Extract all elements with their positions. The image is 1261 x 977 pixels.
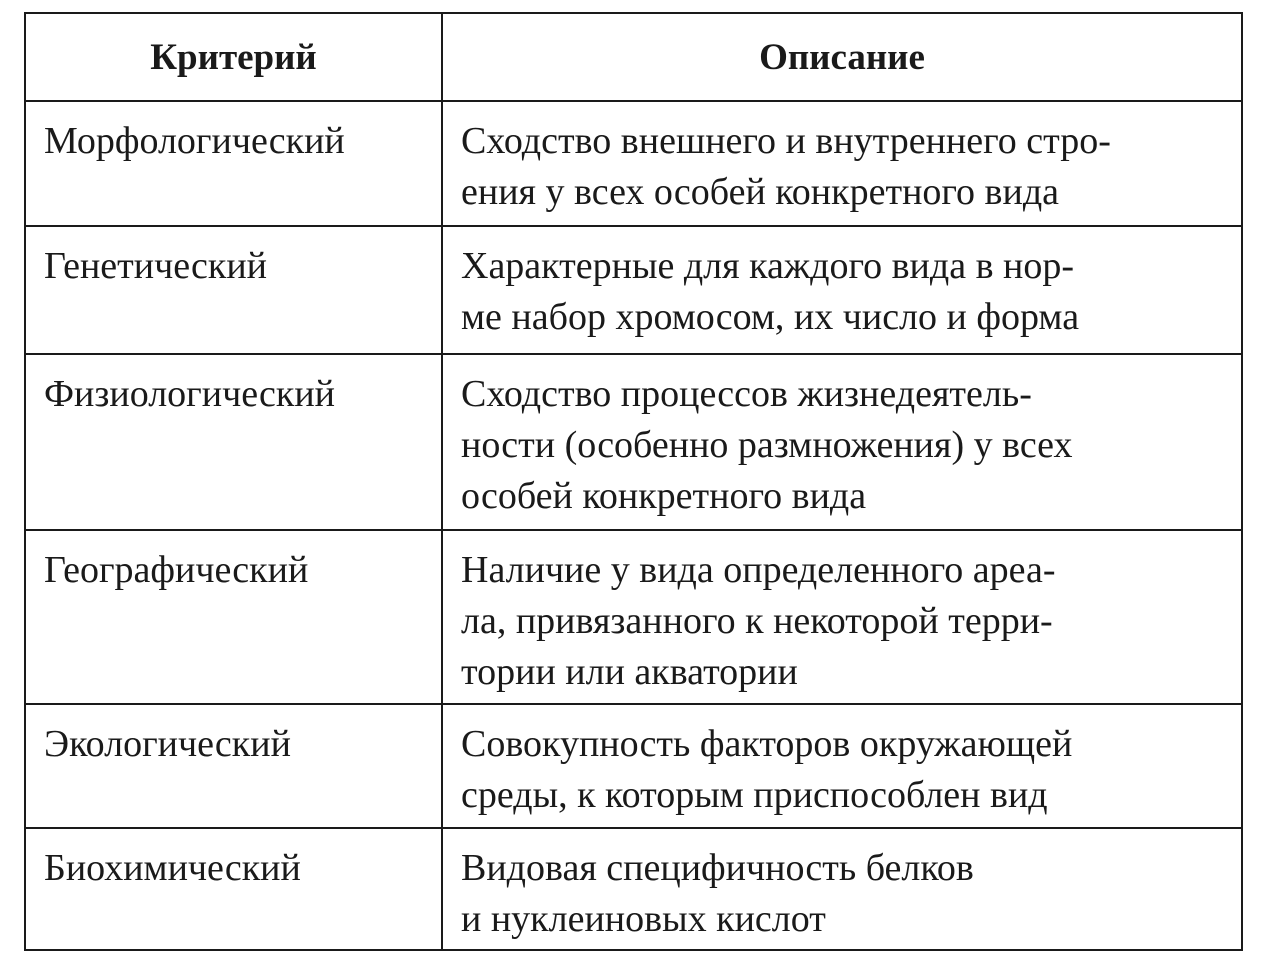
description-line: ла, привязанного к некоторой терри- (461, 600, 1053, 642)
description-line: особей конкретного вида (461, 475, 867, 517)
description-line: ности (особенно размножения) у всех (461, 424, 1073, 466)
description-cell (442, 354, 1242, 530)
description-line: Наличие у вида определенного ареа- (461, 549, 1056, 591)
table-row (25, 354, 1242, 530)
table-row (25, 828, 1242, 950)
table-header-row (25, 13, 1242, 101)
criterion-cell: Физиологический (25, 354, 442, 530)
species-criteria-table (24, 12, 1243, 951)
description-line: Сходство процессов жизнедеятель- (461, 373, 1032, 415)
criterion-cell: Генетический (25, 226, 442, 354)
criterion-cell: Географический (25, 530, 442, 704)
description-cell (442, 101, 1242, 226)
table-row (25, 530, 1242, 704)
description-line: ения у всех особей конкретного вида (461, 171, 1060, 213)
criterion-cell: Морфологический (25, 101, 442, 226)
description-line: и нуклеиновых кислот (461, 898, 826, 940)
description-line: ме набор хромосом, их число и форма (461, 296, 1080, 338)
description-line: Характерные для каждого вида в нор- (461, 245, 1075, 287)
description-line: тории или акватории (461, 651, 798, 693)
description-line: Видовая специфичность белков (461, 847, 974, 889)
column-header-criterion: Критерий (25, 13, 442, 101)
description-line: Совокупность факторов окружающей (461, 723, 1073, 765)
description-cell (442, 226, 1242, 354)
description-cell (442, 704, 1242, 828)
criterion-cell: Биохимический (25, 828, 442, 950)
description-cell (442, 828, 1242, 950)
table-row (25, 226, 1242, 354)
table-row (25, 704, 1242, 828)
description-line: среды, к которым приспособлен вид (461, 774, 1048, 816)
table-row (25, 101, 1242, 226)
description-line: Сходство внешнего и внутреннего стро- (461, 120, 1111, 162)
criterion-cell: Экологический (25, 704, 442, 828)
description-cell (442, 530, 1242, 704)
column-header-description: Описание (442, 13, 1242, 101)
